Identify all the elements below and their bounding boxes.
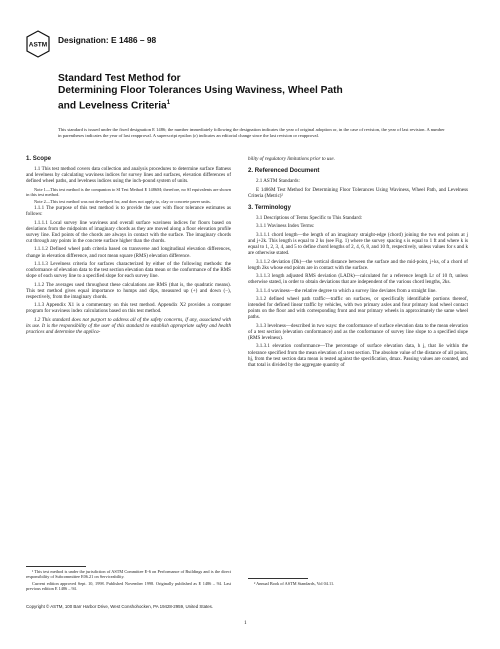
section-heading-scope: 1. Scope — [26, 155, 52, 162]
paragraph-1-1-3: 1.1.3 Appendix X1 is a commentary on this test method. Appendix X2 provides a computer program for waviness index calculations based on this test method. — [26, 302, 231, 315]
paragraph-continuation-text: bility of regulatory limitations prior to use. — [248, 156, 335, 162]
note-1: Note 1—This test method is the companion to SI Test Method E 1486M; therefore, no SI equivalents are shown in this test method. — [26, 186, 231, 198]
section-heading-referenced-document: 2. Referenced Document — [248, 167, 320, 175]
footnote-rule-right — [248, 578, 308, 579]
title-line-3 — [58, 97, 448, 112]
paragraph-1-1-1-2: 1.1.1.2 Defined wheel path criteria based on transverse and longitudinal elevation differences, change in elevation difference, and root mean square (RMS) elevation difference. — [26, 246, 231, 259]
copyright-line: Copyright © ASTM, 100 Barr Harbor Drive, West Conshohocken, PA 19428-2959, United States. — [26, 604, 214, 609]
title-line-3-text: and Levelness Criteria — [58, 100, 167, 112]
paragraph-1-1: 1.1 This test method covers data collection and analysis procedures to determine surface flatness and levelness by calculating waviness indices for survey lines and surfaces, elevation differences of defined wheel paths, and levelness indices using the inch-pound system of units. — [26, 166, 231, 185]
paragraph-3-1-1-2: 3.1.1.2 deviation (Dk)—the vertical distance between the surface and the mid-point, j+ks, of a chord of length 2ks whose end points are in contact with the surface. — [248, 258, 468, 271]
footnote-1: ¹ This test method is under the jurisdiction of ASTM Committee E-6 on Performance of Buildings and is the direct responsibility of Subcommittee E06.21 on Serviceability. — [26, 569, 231, 580]
title-line-2: Determining Floor Tolerances Using Waviness, Wheel Path — [58, 85, 343, 96]
paragraph-1-1-1-3: 1.1.1.3 Levelness criteria for surfaces characterized by either of the following methods: the conformance of elevation data to the test section elevation data mean or the conformance of the RMS slope of each survey line to a specified slope for each survey line. — [26, 260, 231, 280]
page-number: 1 — [244, 620, 247, 626]
paragraph-continuation — [248, 156, 468, 162]
title-footnote-mark: 1 — [166, 100, 171, 106]
footnote-1b: Current edition approved Sept. 10, 1998. Published November 1998. Originally published as E 1486 – 94. Last previous edition E 1486 – 94. — [26, 580, 231, 591]
footnotes-left — [26, 569, 231, 592]
note-2: Note 2—This test method was not developed for, and does not apply to, clay or concrete paver units. — [34, 198, 211, 204]
paragraph-1-1-1: 1.1.1 The purpose of this test method is to provide the user with floor tolerance estimates as follows: — [26, 205, 231, 218]
astm-logo — [26, 30, 50, 58]
paragraph-1-1-1-1: 1.1.1.1 Local survey line waviness and overall surface waviness indices for floors based on deviations from the midpoints of imaginary chords as they are moved along a floor elevation profile survey line. End points of the chords are always in contact with the surface. The imaginary chords cut through any points in the concrete surface higher than the chords. — [26, 219, 231, 244]
footnote-rule-left — [26, 566, 86, 567]
reference-e1486m: E 1486M Test Method for Determining Floor Tolerances Using Waviness, Wheel Path, and Levelness Criteria (Metric)² — [248, 186, 468, 199]
paragraph-3-1-3: 3.1.3 levelness—described in two ways: the conformance of surface elevation data to the mean elevation of a test section (elevation conformance) and as the conformance of survey line slope to a specified slope (RMS levelness). — [248, 322, 468, 342]
right-column — [248, 156, 468, 370]
paragraph-3-1-2: 3.1.2 defined wheel path traffic—traffic on surfaces, or specifically identifiable portions thereof, intended for defined linear traffic by vehicles, with two primary axles and four primary load wheel contact points on the floor and with corresponding front and rear primary wheels in approximately the same wheel paths. — [248, 295, 468, 321]
standard-title — [58, 73, 448, 112]
left-column — [26, 156, 231, 337]
paragraph-2-1: 2.1 ASTM Standards: — [256, 178, 300, 185]
section-heading-terminology: 3. Terminology — [248, 203, 291, 211]
paragraph-3-1-1-3: 3.1.1.3 length adjusted RMS deviation (LADk)—calculated for a reference length Lr of 10 ft, unless otherwise stated, in order to obtain deviations that are independent of the various chord lengths, 2ks. — [248, 273, 468, 286]
paragraph-3-1-1: 3.1.1 Waviness Index Terms: — [256, 223, 315, 230]
paragraph-1-2-text: 1.2 This standard does not purport to address all of the safety concerns, if any, associated with its use. It is the responsibility of the user of this standard to establish appropriate safety and health practices and determine the applica- — [26, 316, 231, 335]
paragraph-1-2 — [26, 317, 231, 335]
astm-logo-text: ASTM — [28, 41, 48, 49]
paragraph-3-1-1-1: 3.1.1.1 chord length—the length of an imaginary straight-edge (chord) joining the two end points at j and j+2k. This length is equal to 2 ks (see Fig. 1) where the survey spacing s is equal to 1 ft and where k is equal to 1, 2, 3, 4, and 5 to define chord lengths of 2, 4, 6, 8, and 10 ft, respectively, unless values for s and k are otherwise stated. — [248, 231, 468, 257]
issued-note: This standard is issued under the fixed designation E 1486; the number immediately following the designation indicates the year of original adoption or, in the case of revision, the year of last revision. A number in parentheses indicates the year of last reapproval. A superscript epsilon (ε) indicates an editorial change since the last revision or reapproval. — [58, 127, 445, 139]
title-line-1: Standard Test Method for — [58, 73, 181, 84]
footnotes-right — [248, 581, 468, 587]
designation: Designation: E 1486 – 98 — [58, 35, 157, 45]
paragraph-1-1-2: 1.1.2 The averages used throughout these calculations are RMS (that is, the quadratic means). This test method gives equal importance to humps and dips, measured up (+) and down (−), respectively, from the imaginary chords. — [26, 281, 231, 300]
paragraph-3-1-3-1: 3.1.3.1 elevation conformance—The percentage of surface elevation data, h j, that lie within the tolerance specified from the mean elevation of a test section. The absolute value of the distance of all points, hj, from the test section data mean is tested against the specification, dmax. Passing values are counted, and that total is divided by the aggregate quantity of — [248, 343, 468, 368]
footnote-2: ² Annual Book of ASTM Standards, Vol 04.11. — [254, 581, 335, 586]
paragraph-3-1: 3.1 Descriptions of Terms Specific to This Standard: — [256, 215, 362, 222]
paragraph-3-1-1-4: 3.1.1.4 waviness—the relative degree to which a survey line deviates from a straight line. — [256, 287, 437, 294]
